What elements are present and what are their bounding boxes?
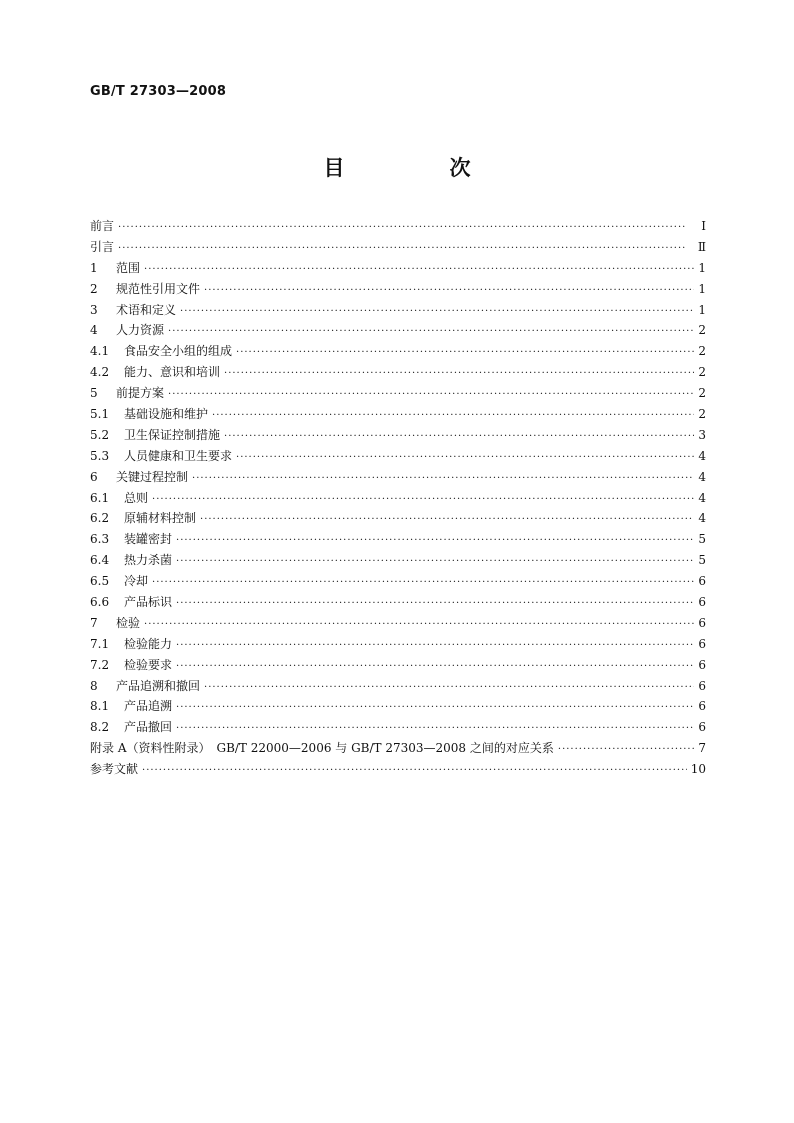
toc-dot-leader	[168, 322, 694, 343]
toc-entry-title: 产品标识	[124, 595, 173, 610]
toc-dot-leader	[236, 343, 694, 364]
toc-entry[interactable]	[90, 655, 706, 676]
toc-entry-page: 4	[698, 511, 706, 526]
toc-entry[interactable]	[90, 488, 706, 509]
toc-dot-leader	[176, 552, 694, 573]
toc-entry-page: 2	[698, 365, 706, 380]
toc-entry-page: 6	[698, 657, 706, 672]
toc-entry-title: 基础设施和维护	[124, 407, 209, 422]
toc-entry[interactable]	[90, 425, 706, 446]
toc-entry-title: 产品撤回	[124, 720, 173, 735]
toc-dot-leader	[236, 448, 694, 469]
toc-entry-title: 人员健康和卫生要求	[124, 448, 233, 463]
toc-entry-title: 检验能力	[124, 636, 173, 651]
toc-entry-page: 2	[698, 407, 706, 422]
toc-entry-title: 产品追溯和撤回	[116, 678, 201, 693]
toc-entry-title: 术语和定义	[116, 302, 177, 317]
toc-entry[interactable]	[90, 634, 706, 655]
toc-entry[interactable]	[90, 467, 706, 488]
toc-entry-number: 6.1	[90, 490, 110, 505]
toc-entry-title: 总则	[124, 490, 149, 505]
toc-entry[interactable]	[90, 550, 706, 571]
toc-entry-title: 原辅材料控制	[124, 511, 197, 526]
toc-entry-title: 检验要求	[124, 657, 173, 672]
toc-entry-page: 4	[698, 448, 706, 463]
page-title: 目 次	[323, 156, 513, 180]
toc-entry-number: 6	[90, 469, 98, 484]
toc-entry-title: 前言	[90, 219, 115, 233]
toc-entry-number: 4.1	[90, 344, 110, 359]
toc-entry[interactable]	[90, 258, 706, 279]
toc-entry[interactable]	[90, 592, 706, 613]
toc-entry-page: 6	[698, 595, 706, 610]
toc-dot-leader	[176, 594, 694, 615]
toc-entry-number: 5.1	[90, 407, 110, 422]
toc-dot-leader	[558, 740, 694, 761]
toc-entry-number: 5.2	[90, 427, 110, 442]
toc-dot-leader	[152, 490, 694, 511]
toc-entry-page: 2	[698, 323, 706, 338]
toc-dot-leader	[118, 239, 694, 260]
toc-dot-leader	[212, 406, 694, 427]
toc-entry-title: 前提方案	[116, 386, 165, 401]
toc-entry[interactable]	[90, 383, 706, 404]
toc-entry-page: 3	[698, 427, 706, 442]
toc-entry[interactable]	[90, 446, 706, 467]
toc-entry-number: 6.3	[90, 532, 110, 547]
toc-entry-title: 关键过程控制	[116, 469, 189, 484]
toc-entry-page: 6	[698, 678, 706, 693]
toc-entry-page: 6	[698, 615, 706, 630]
toc-entry-number: 7	[90, 615, 98, 630]
toc-entry-title: 附录 A（资料性附录） GB/T 22000—2006 与 GB/T 27303—2008 之间的对应关系	[90, 741, 554, 756]
toc-entry-title: 冷却	[124, 574, 149, 589]
toc-entry-page: 7	[698, 741, 706, 756]
toc-entry-number: 2	[90, 281, 98, 296]
toc-entry-title: 产品追溯	[124, 699, 173, 714]
toc-entry[interactable]	[90, 759, 706, 780]
toc-entry[interactable]	[90, 508, 706, 529]
toc-dot-leader	[142, 761, 687, 782]
toc-dot-leader	[152, 573, 694, 594]
toc-dot-leader	[200, 510, 694, 531]
toc-entry[interactable]	[90, 613, 706, 634]
standard-code: GB/T 27303—2008	[90, 84, 227, 99]
toc-entry-number: 8	[90, 678, 98, 693]
toc-entry-page: 6	[698, 720, 706, 735]
toc-entry[interactable]	[90, 341, 706, 362]
toc-entry[interactable]	[90, 216, 706, 237]
toc-entry-title: 规范性引用文件	[116, 281, 201, 296]
toc-entry-title: 检验	[116, 615, 141, 630]
toc-entry-page: 6	[698, 636, 706, 651]
toc-dot-leader	[224, 364, 694, 385]
toc-entry-page: 2	[698, 344, 706, 359]
toc-entry[interactable]	[90, 362, 706, 383]
toc-dot-leader	[168, 385, 694, 406]
toc-entry-number: 8.2	[90, 720, 110, 735]
toc-entry-number: 6.5	[90, 574, 110, 589]
toc-entry[interactable]	[90, 237, 706, 258]
table-of-contents	[90, 216, 706, 780]
toc-entry[interactable]	[90, 279, 706, 300]
toc-dot-leader	[204, 281, 694, 302]
toc-entry-number: 6.4	[90, 553, 110, 568]
toc-entry[interactable]	[90, 717, 706, 738]
toc-entry[interactable]	[90, 676, 706, 697]
toc-dot-leader	[118, 218, 694, 239]
toc-dot-leader	[176, 719, 694, 740]
toc-entry-title: 卫生保证控制措施	[124, 427, 221, 442]
toc-entry-page: 4	[698, 490, 706, 505]
toc-entry-page: 4	[698, 469, 706, 484]
toc-entry-number: 5	[90, 386, 98, 401]
toc-entry-title: 引言	[90, 239, 115, 254]
toc-entry-page: 5	[698, 532, 706, 547]
toc-dot-leader	[176, 636, 694, 657]
toc-dot-leader	[176, 657, 694, 678]
toc-entry-title: 范围	[116, 260, 141, 275]
toc-entry-page: 1	[698, 302, 706, 317]
toc-entry-page: 6	[698, 574, 706, 589]
toc-entry[interactable]	[90, 320, 706, 341]
toc-entry-page: 6	[698, 699, 706, 714]
toc-entry-page: 1	[698, 281, 706, 296]
toc-dot-leader	[204, 678, 694, 699]
toc-entry[interactable]	[90, 738, 706, 759]
toc-entry-page: 5	[698, 553, 706, 568]
toc-entry-number: 4	[90, 323, 98, 338]
toc-entry-number: 3	[90, 302, 98, 317]
toc-entry-number: 1	[90, 260, 98, 275]
toc-entry-title: 能力、意识和培训	[124, 365, 221, 380]
toc-entry-number: 4.2	[90, 365, 110, 380]
toc-entry-number: 5.3	[90, 448, 110, 463]
toc-entry[interactable]	[90, 696, 706, 717]
toc-entry-page: Ⅱ	[697, 239, 706, 254]
toc-entry[interactable]	[90, 529, 706, 550]
toc-dot-leader	[180, 302, 694, 323]
toc-dot-leader	[144, 260, 694, 281]
toc-entry-title: 装罐密封	[124, 532, 173, 547]
toc-entry-title: 人力资源	[116, 323, 165, 338]
toc-entry-page: 10	[690, 762, 706, 777]
toc-dot-leader	[176, 531, 694, 552]
toc-entry-number: 8.1	[90, 699, 110, 714]
toc-entry[interactable]	[90, 300, 706, 321]
toc-entry-title: 食品安全小组的组成	[124, 344, 233, 359]
toc-entry-title: 参考文献	[90, 762, 139, 777]
toc-entry[interactable]	[90, 404, 706, 425]
toc-entry-page: Ⅰ	[701, 219, 706, 233]
toc-entry-title: 热力杀菌	[124, 553, 173, 568]
toc-dot-leader	[224, 427, 694, 448]
toc-entry-number: 7.1	[90, 636, 110, 651]
toc-entry-number: 6.2	[90, 511, 110, 526]
toc-dot-leader	[192, 469, 694, 490]
toc-dot-leader	[176, 698, 694, 719]
toc-entry[interactable]	[90, 571, 706, 592]
toc-entry-page: 2	[698, 386, 706, 401]
toc-entry-number: 6.6	[90, 595, 110, 610]
toc-dot-leader	[144, 615, 694, 636]
toc-entry-number: 7.2	[90, 657, 110, 672]
toc-entry-page: 1	[698, 260, 706, 275]
